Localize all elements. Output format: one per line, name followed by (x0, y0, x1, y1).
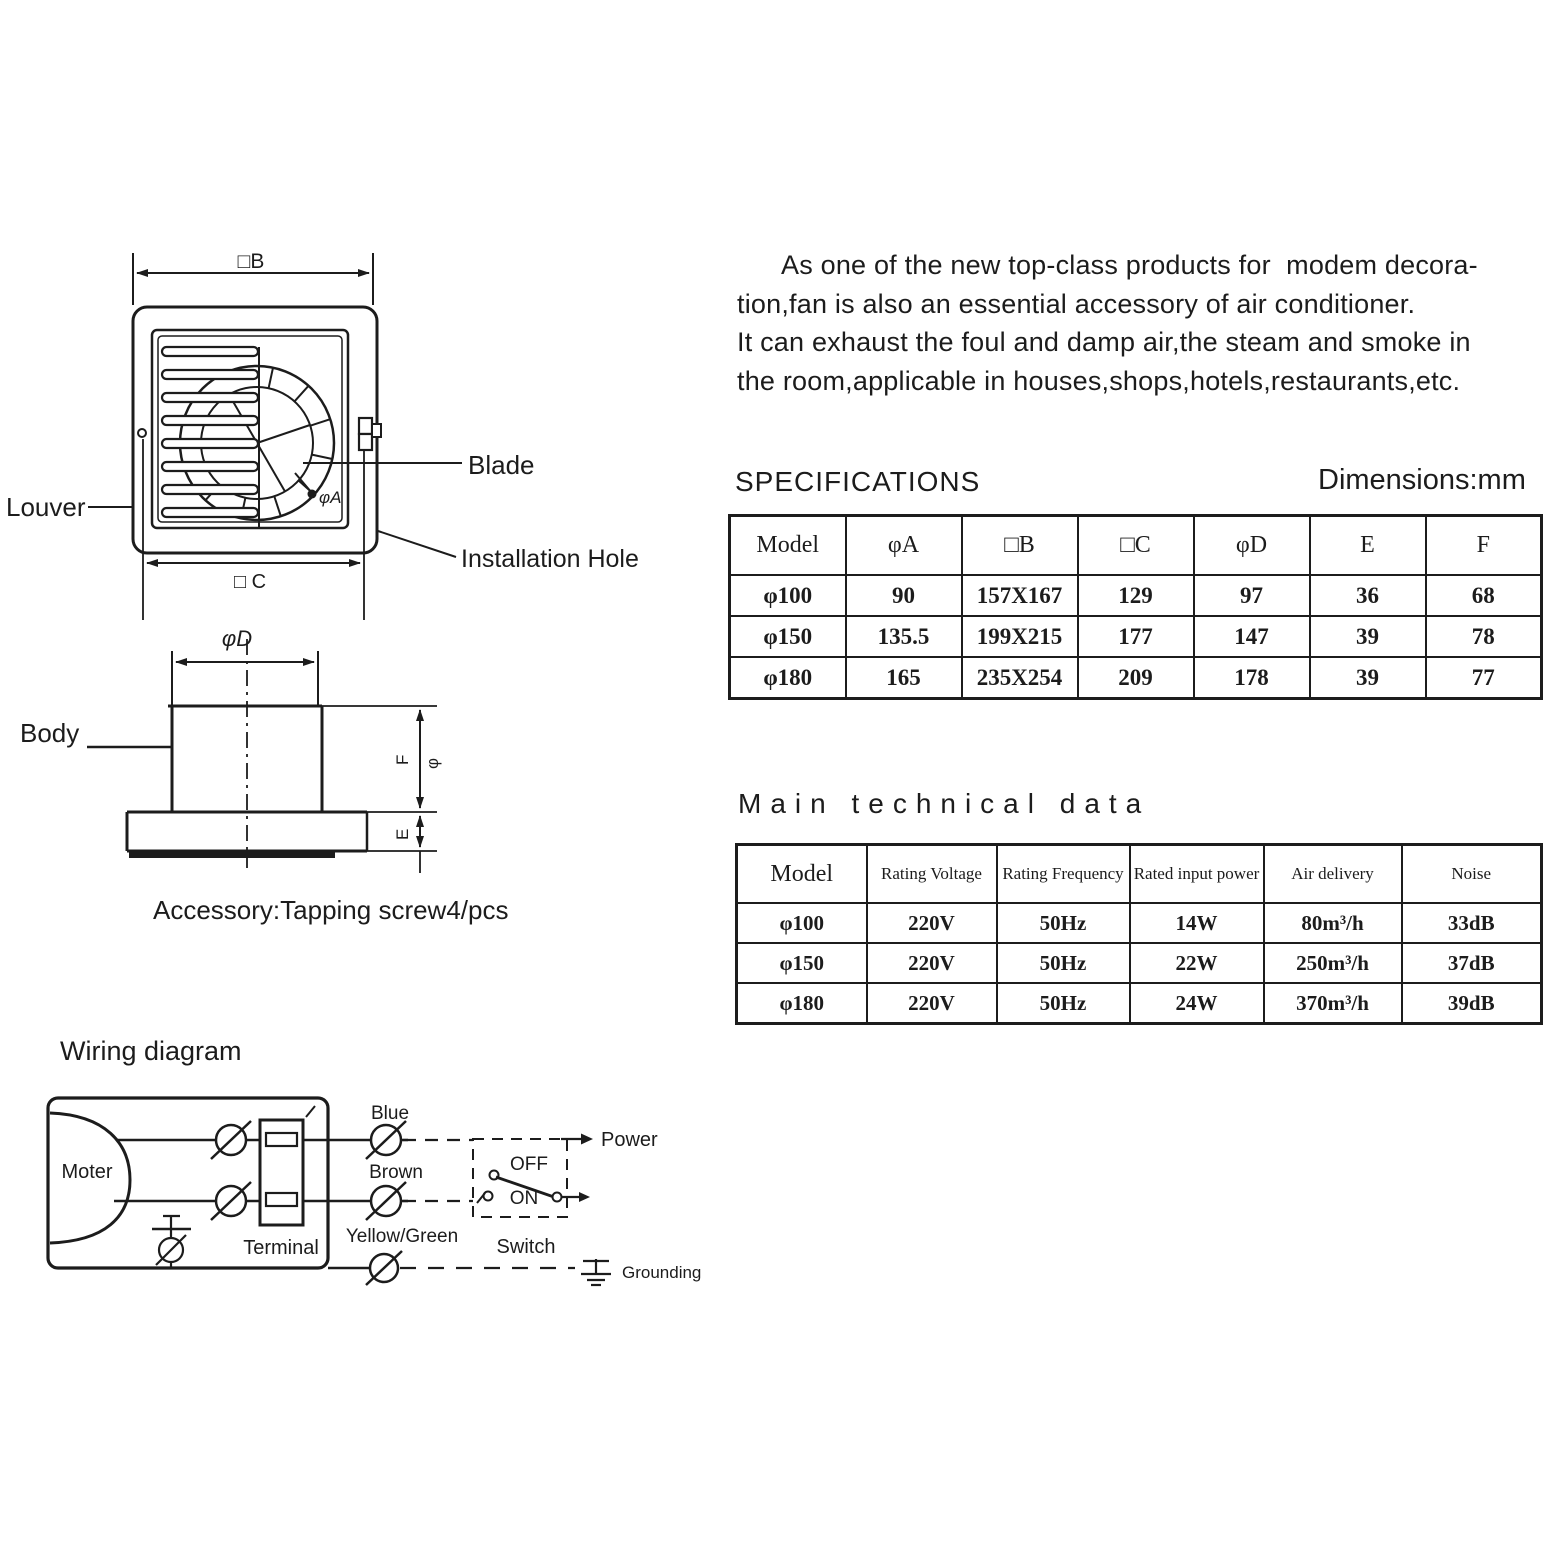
power-arrow (581, 1134, 593, 1145)
technical-data-title: Main technical data (738, 788, 1151, 819)
spec-cell: 199X215 (962, 616, 1078, 657)
tech-cell: φ180 (737, 983, 867, 1024)
dim-a-label: φA (319, 488, 342, 507)
dimension-b (133, 250, 373, 305)
tech-row-150 (737, 943, 1542, 983)
motor (50, 1113, 130, 1243)
spec-col-d: φD (1194, 516, 1310, 576)
spec-col-f: F (1426, 516, 1542, 576)
tech-cell: 80m³/h (1264, 903, 1402, 943)
louver-label: Louver (6, 492, 86, 522)
spec-cell: 209 (1078, 657, 1194, 699)
spec-cell: 235X254 (962, 657, 1078, 699)
intro-line: the room,applicable in houses,shops,hotels,restaurants,etc. (737, 365, 1461, 396)
spec-cell: 147 (1194, 616, 1310, 657)
dimension-d (172, 626, 318, 705)
wiring-diagram (30, 1075, 750, 1315)
switch-output-arrow (579, 1192, 590, 1202)
spec-col-c: □C (1078, 516, 1194, 576)
specifications-table (728, 514, 1543, 700)
spec-col-e: E (1310, 516, 1426, 576)
power-label: Power (601, 1129, 658, 1151)
dimension-e-f (393, 710, 442, 873)
dim-phi-label: φ (423, 757, 442, 769)
yellow-green-wire-label: Yellow/Green (345, 1226, 459, 1247)
specifications-title: SPECIFICATIONS (735, 466, 981, 497)
spec-col-a: φA (846, 516, 962, 576)
tech-cell: 50Hz (997, 983, 1130, 1024)
spec-cell: 36 (1310, 575, 1426, 616)
tech-cell: 220V (867, 903, 997, 943)
spec-cell: 77 (1426, 657, 1542, 699)
tech-row-100 (737, 903, 1542, 943)
switch-off-label: OFF (510, 1154, 548, 1175)
tech-cell: 50Hz (997, 903, 1130, 943)
flange-lip (129, 852, 335, 858)
power-callout (561, 1129, 658, 1151)
tech-header-row (737, 845, 1542, 904)
switch-on-label: ON (509, 1188, 539, 1209)
body-callout (20, 718, 172, 748)
dim-f-label: F (393, 754, 412, 765)
accessory-note: Accessory:Tapping screw4/pcs (153, 895, 509, 925)
tech-cell: 50Hz (997, 943, 1130, 983)
dim-e-label: E (393, 828, 412, 840)
spec-cell: 165 (846, 657, 962, 699)
tech-cell: φ150 (737, 943, 867, 983)
spec-row-180 (730, 657, 1542, 699)
spec-cell: 78 (1426, 616, 1542, 657)
fan-side-view-drawing (0, 625, 660, 925)
tech-cell: 24W (1130, 983, 1264, 1024)
tech-col-power: Rated input power (1130, 845, 1264, 904)
dimensions-units-note: Dimensions:mm (1318, 464, 1526, 496)
dim-c-label: □ C (233, 571, 267, 593)
tech-cell: 39dB (1402, 983, 1542, 1024)
flange (127, 812, 437, 858)
motor-label: Moter (61, 1161, 113, 1183)
installation-hole-callout (378, 531, 639, 573)
spec-cell: 90 (846, 575, 962, 616)
tech-cell: 220V (867, 983, 997, 1024)
internal-ground-symbol (152, 1216, 191, 1268)
tech-cell: 220V (867, 943, 997, 983)
tech-col-frequency: Rating Frequency (997, 845, 1130, 904)
tech-cell: φ100 (737, 903, 867, 943)
tech-col-noise: Noise (1402, 845, 1542, 904)
tech-cell: 370m³/h (1264, 983, 1402, 1024)
intro-line: As one of the new top-class products for modem decora- (781, 250, 1478, 280)
spec-cell: φ100 (730, 575, 846, 616)
tech-cell: 14W (1130, 903, 1264, 943)
tech-row-180 (737, 983, 1542, 1024)
wire-connector-symbols (211, 1121, 406, 1285)
spec-row-150 (730, 616, 1542, 657)
spec-cell: 39 (1310, 657, 1426, 699)
tech-cell: 37dB (1402, 943, 1542, 983)
spec-cell: 135.5 (846, 616, 962, 657)
spec-col-b: □B (962, 516, 1078, 576)
spec-header-row (730, 516, 1542, 576)
switch-label: Switch (496, 1236, 556, 1258)
wiring-diagram-title: Wiring diagram (60, 1036, 242, 1066)
fan-front-view-drawing (0, 243, 660, 641)
installation-hole-label: Installation Hole (461, 545, 639, 573)
blade-label: Blade (468, 450, 535, 480)
technical-data-table (735, 843, 1543, 1025)
terminal-block (243, 1106, 319, 1259)
spec-cell: φ150 (730, 616, 846, 657)
spec-row-100 (730, 575, 1542, 616)
tech-col-model: Model (737, 845, 867, 904)
dim-d-label: φD (221, 626, 253, 651)
spec-cell: 39 (1310, 616, 1426, 657)
tech-cell: 250m³/h (1264, 943, 1402, 983)
intro-line: It can exhaust the foul and damp air,the steam and smoke in (737, 327, 1471, 357)
earth-ground-symbol (581, 1259, 701, 1285)
spec-cell: 129 (1078, 575, 1194, 616)
tech-cell: 22W (1130, 943, 1264, 983)
dim-b-label: □B (237, 250, 265, 273)
terminal-label: Terminal (243, 1237, 319, 1259)
grounding-label: Grounding (622, 1263, 702, 1282)
tech-cell: 33dB (1402, 903, 1542, 943)
tech-col-voltage: Rating Voltage (867, 845, 997, 904)
body-label: Body (20, 718, 80, 748)
spec-cell: 157X167 (962, 575, 1078, 616)
brown-wire-label: Brown (369, 1162, 423, 1183)
louver-callout (6, 492, 133, 522)
blue-wire-label: Blue (370, 1103, 410, 1124)
spec-col-model: Model (730, 516, 846, 576)
spec-cell: φ180 (730, 657, 846, 699)
spec-cell: 97 (1194, 575, 1310, 616)
intro-paragraph (737, 246, 1555, 400)
switch (473, 1139, 590, 1258)
tech-col-air: Air delivery (1264, 845, 1402, 904)
spec-cell: 177 (1078, 616, 1194, 657)
spec-cell: 68 (1426, 575, 1542, 616)
intro-line: tion,fan is also an essential accessory of air conditioner. (737, 288, 1416, 319)
spec-cell: 178 (1194, 657, 1310, 699)
